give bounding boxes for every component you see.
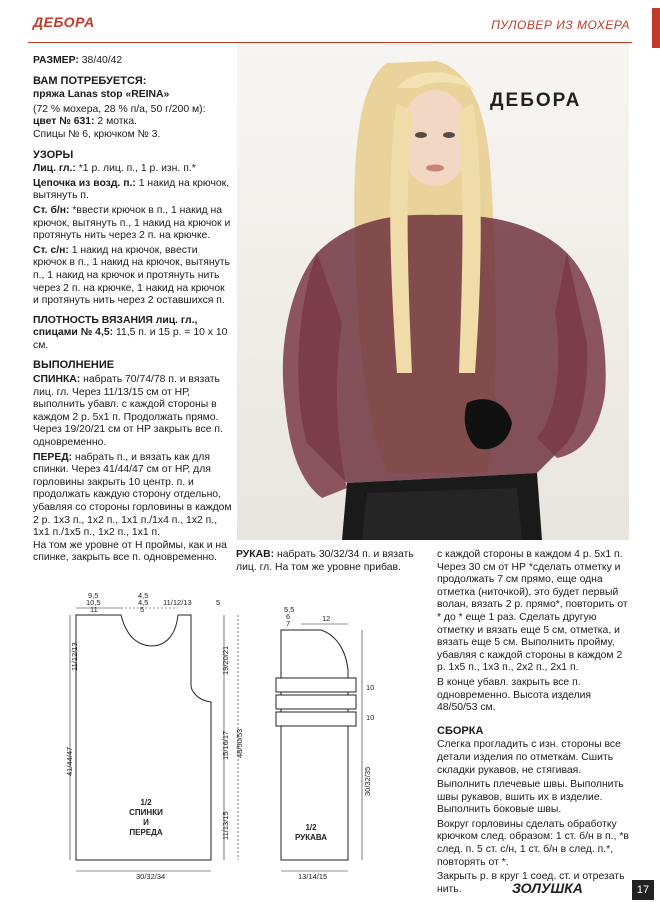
photo-title: ДЕБОРА <box>490 90 582 111</box>
pattern-4: Ст. с/н: 1 накид на крючок, ввести крючок в п., 1 накид на крючок, вытянуть п., 1 накид на крючок и протянуть нить через 2 п. на крючке, 1 накид на крючок и протянуть нить через 2 оставшихся п. <box>33 244 230 307</box>
dim-9-5: 9,5 <box>88 591 99 600</box>
dim-5-right: 5 <box>216 598 221 607</box>
dim-5: 5 <box>140 605 145 614</box>
sl-dim-12: 12 <box>322 614 331 623</box>
sleeve-instructions: РУКАВ: набрать 30/32/34 п. и вязать лиц. гл. На том же уровне прибав. <box>236 549 414 573</box>
pattern-2: Цепочка из возд. п.: 1 накид на крючок, вытянуть п. <box>33 177 230 202</box>
front-instructions: ПЕРЕД: набрать п., и вязать как для спинки. Через 41/44/47 см от НР, для горловины закрыть 10 центр. п. и продолжать каждую сторону отдельно, убавляя со стороны горловины в каждом 2 р. 1х3 п., 1х2 п., 1х1 п./1х4 п., 1х2 п., 1х1 п./1х5 п., 1х2 п., 1х1 п. <box>33 451 232 539</box>
model-photo <box>237 43 629 540</box>
sleeve-ruffle-1 <box>276 678 356 692</box>
dim-left-11-12-13: 11/12/13 <box>70 642 79 671</box>
materials-needles: Спицы № 6, крючком № 3. <box>33 128 161 140</box>
assembly-heading: СБОРКА <box>437 724 484 737</box>
sl-dim-bottom: 13/14/15 <box>298 872 328 881</box>
assembly-step-4: Закрыть р. в круг 1 соед. ст. и отрезать нить. <box>437 871 625 895</box>
materials-heading: ВАМ ПОТРЕБУЕТСЯ: <box>33 74 147 87</box>
left-column <box>33 55 233 567</box>
page-header <box>0 8 660 40</box>
sleeve-label-2: РУКАВА <box>294 833 328 842</box>
dim-right-11-13-15: 11/13/15 <box>221 811 230 840</box>
assembly-step-1: Слегка прогладить с изн. стороны все детали изделия по отметкам. Сшить складки рукавов, не стягивая. <box>437 739 621 776</box>
magazine-logo: ЗОЛУШКА <box>512 880 583 896</box>
final-bind-off: В конце убавл. закрыть все п. одновременно. Высота изделия 48/50/53 см. <box>437 676 592 714</box>
header-right-title: ПУЛОВЕР ИЗ МОХЕРА <box>491 18 630 32</box>
dim-11-12-13-top: 11/12/13 <box>163 598 192 607</box>
body-label-2: СПИНКИ <box>129 808 163 817</box>
assembly-step-3: Вокруг горловины сделать обработку крючком след. образом: 1 ст. б/н в п., *в след. п. 5 ст. с/н, 1 ст. б/н в след. п.*, повторять от *. <box>437 818 629 868</box>
pattern-1: Лиц. гл.: *1 р. лиц. п., 1 р. изн. п.* <box>33 163 196 175</box>
sl-dim-10a: 10 <box>366 683 375 692</box>
page-number: 17 <box>632 880 654 900</box>
sleeve-ruffle-3 <box>276 712 356 726</box>
dim-right-15-16-17: 15/16/17 <box>221 730 230 760</box>
sl-dim-6: 6 <box>286 612 291 621</box>
size-line: РАЗМЕР: 38/40/42 <box>33 55 123 66</box>
body-label-4: ПЕРЕДА <box>129 828 163 837</box>
sl-dim-5-5: 5,5 <box>284 605 295 614</box>
dim-left-41-44-47: 41/44/47 <box>65 746 74 776</box>
dim-11: 11 <box>90 605 98 614</box>
dim-4-5b: 4,5 <box>138 598 149 607</box>
header-accent-bar <box>652 8 660 48</box>
sleeve-continued: с каждой стороны в каждом 4 р. 5х1 п. Через 30 см от НР *сделать отметку и продолжать 7 см прямо, еще одна отметка (ниточкой), это будет первый волан, вязать 2 р. прямо*, повторить от * до * еще 1 раз. Сделать другую отметку и вязать еще 5 см, отметка, и вязать еще 5 см. Выполнить пройму, убавляя с каждой стороны в каждом 2 р. 1х5 п., 1х3 п., 2х2 п., 2х1 п. <box>437 549 628 674</box>
dim-bottom-body: 30/32/34 <box>136 872 166 881</box>
materials-yarn: пряжа Lanas stop «REINA» <box>33 89 170 101</box>
sleeve-ruffle-2 <box>276 695 356 709</box>
pattern-schematic <box>66 590 438 880</box>
front-instructions-2: На том же уровне от Н проймы, как и на спинке, закрыть все п. одновременно. <box>33 539 227 564</box>
dim-right-48-50-53: 48/50/53 <box>235 728 244 758</box>
assembly-step-2: Выполнить плечевые швы. Выполнить швы рукавов, вшить их в изделие. Выполнить боковые швы. <box>437 779 624 816</box>
sl-dim-30-32-35: 30/32/35 <box>363 766 372 796</box>
body-label-3: И <box>143 818 149 827</box>
dim-4-5a: 4,5 <box>138 591 149 600</box>
patterns-heading: УЗОРЫ <box>33 148 74 161</box>
gauge: ПЛОТНОСТЬ ВЯЗАНИЯ лиц. гл., спицами № 4,5: 11,5 п. и 15 р. = 10 х 10 см. <box>33 314 228 351</box>
back-instructions: СПИНКА: набрать 70/74/78 п. и вязать лиц. гл. Через 11/13/15 см от НР, выполнить убавл. с каждой стороны в каждом 2 р. 5х1 п. Продолжать прямо. Через 19/20/21 см от НР закрыть все п. одновременно. <box>33 374 223 449</box>
body-label-1: 1/2 <box>140 798 152 807</box>
right-column <box>437 549 629 898</box>
dim-10-5: 10,5 <box>86 598 101 607</box>
sleeve-label-1: 1/2 <box>305 823 317 832</box>
model-illustration <box>237 43 629 540</box>
pattern-3: Ст. б/н: *ввести крючок в п., 1 накид на крючок, вытянуть п., 1 накид на крючок и протянуть нить через 2 п. на крючке. <box>33 204 231 242</box>
sl-dim-10b: 10 <box>366 713 375 722</box>
header-left-title: ДЕБОРА <box>33 14 95 30</box>
dim-right-19-20-21: 19/20/21 <box>221 645 230 675</box>
materials-composition: (72 % мохера, 28 % п/а, 50 г/200 м): <box>33 103 206 115</box>
execution-heading: ВЫПОЛНЕНИЕ <box>33 359 115 372</box>
sl-dim-7: 7 <box>286 619 291 628</box>
materials-color: цвет № 631: 2 мотка. <box>33 116 137 128</box>
